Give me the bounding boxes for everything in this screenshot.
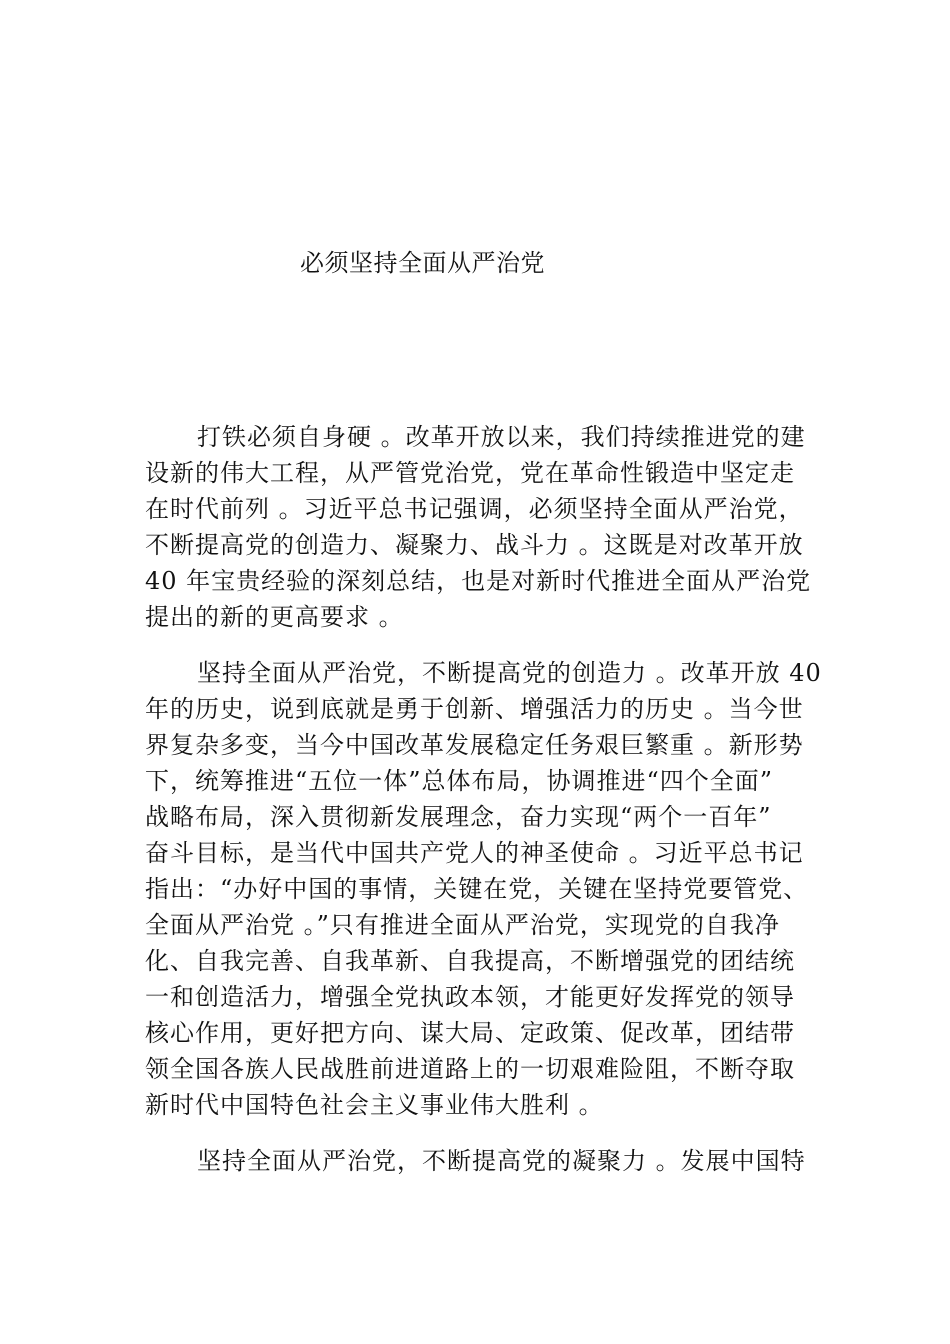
text-line: 40 年宝贵经验的深刻总结，也是对新时代推进全面从严治党 <box>145 567 812 595</box>
text-line: 全面从严治党 。”只有推进全面从严治党，实现党的自我净 <box>145 911 780 939</box>
text-line: 指出：“办好中国的事情，关键在党，关键在坚持党要管党、 <box>145 875 809 903</box>
text-line: 年的历史，说到底就是勇于创新、增强活力的历史 。当今世 <box>145 695 804 723</box>
text-line: 战略布局，深入贯彻新发展理念，奋力实现“两个一百年” <box>145 803 772 831</box>
text-line: 领全国各族人民战胜前进道路上的一切艰难险阻，不断夺取 <box>145 1055 795 1083</box>
paragraph-3 <box>145 1144 845 1178</box>
text-line: 核心作用，更好把方向、谋大局、定政策、促改革，团结带 <box>145 1019 795 1047</box>
text-line: 坚持全面从严治党，不断提高党的创造力 。改革开放 40 <box>197 659 822 687</box>
text-line: 坚持全面从严治党，不断提高党的凝聚力 。发展中国特 <box>197 1147 806 1175</box>
text-line: 提出的新的更高要求 。 <box>145 603 404 631</box>
text-line: 新时代中国特色社会主义事业伟大胜利 。 <box>145 1091 604 1119</box>
text-line: 化、自我完善、自我革新、自我提高，不断增强党的团结统 <box>145 947 795 975</box>
text-line: 一和创造活力，增强全党执政本领，才能更好发挥党的领导 <box>145 983 795 1011</box>
text-line: 界复杂多变，当今中国改革发展稳定任务艰巨繁重 。新形势 <box>145 731 804 759</box>
text-line: 下，统筹推进“五位一体”总体布局，协调推进“四个全面” <box>145 767 774 795</box>
paragraph-2 <box>145 656 845 1122</box>
text-line: 不断提高党的创造力、凝聚力、战斗力 。这既是对改革开放 <box>145 531 804 559</box>
text-line: 设新的伟大工程，从严管党治党，党在革命性锻造中坚定走 <box>145 459 795 487</box>
document-title: 必须坚持全面从严治党 <box>300 249 545 277</box>
paragraph-1 <box>145 420 845 634</box>
text-line: 奋斗目标，是当代中国共产党人的神圣使命 。习近平总书记 <box>145 839 804 867</box>
text-line: 打铁必须自身硬 。改革开放以来，我们持续推进党的建 <box>197 423 806 451</box>
document-body <box>145 420 845 1200</box>
text-line: 在时代前列 。习近平总书记强调，必须坚持全面从严治党， <box>145 495 804 523</box>
